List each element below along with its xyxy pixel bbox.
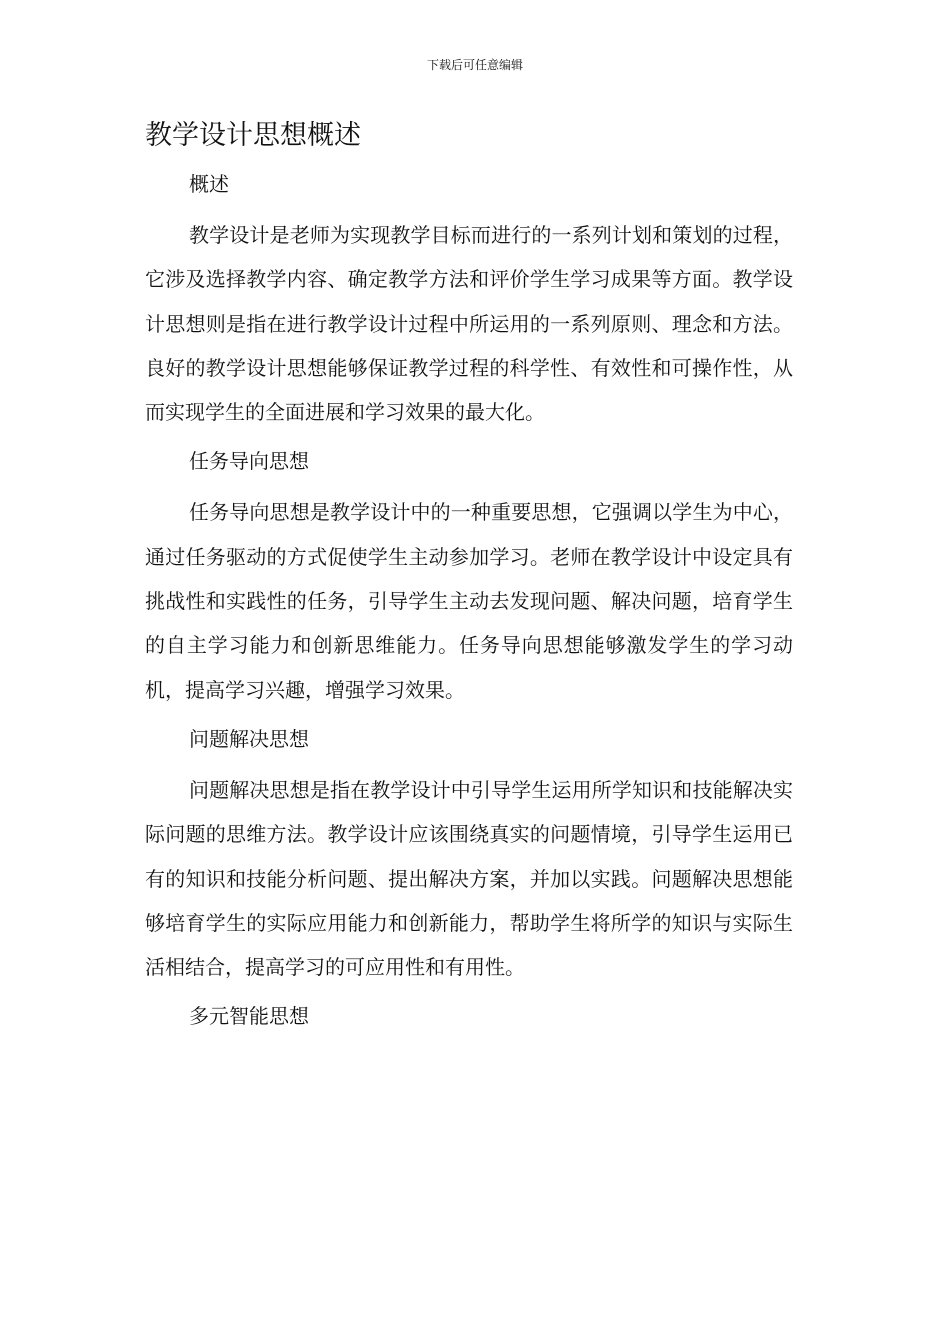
section-paragraph-task-oriented: 任务导向思想是教学设计中的一种重要思想，它强调以学生为中心，通过任务驱动的方式促使学生主动参加学习。老师在教学设计中设定具有挑战性和实践性的任务，引导学生主动去发现问题、解决问题，培育学生的自主学习能力和创新思维能力。任务导向思想能够激发学生的学习动机，提高学习兴趣，增强学习效果。 <box>145 500 793 702</box>
section-heading-task-oriented: 任务导向思想 <box>189 449 309 474</box>
document-body <box>145 168 793 1045</box>
section-heading-problem-solving: 问题解决思想 <box>189 726 309 751</box>
section-paragraph-overview: 教学设计是老师为实现教学目标而进行的一系列计划和策划的过程，它涉及选择教学内容、确定教学方法和评价学生学习成果等方面。教学设计思想则是指在进行教学设计过程中所运用的一系列原则、理念和方法。良好的教学设计思想能够保证教学过程的科学性、有效性和可操作性，从而实现学生的全面进展和学习效果的最大化。 <box>145 223 793 425</box>
page-header: 下载后可任意编辑 <box>426 58 523 72</box>
section-heading-multiple-intelligences: 多元智能思想 <box>189 1004 309 1029</box>
section-heading-overview: 概述 <box>189 172 229 196</box>
document-title: 教学设计思想概述 <box>145 120 361 151</box>
section-paragraph-problem-solving: 问题解决思想是指在教学设计中引导学生运用所学知识和技能解决实际问题的思维方法。教学设计应该围绕真实的问题情境，引导学生运用已有的知识和技能分析问题、提出解决方案，并加以实践。问题解决思想能够培育学生的实际应用能力和创新能力，帮助学生将所学的知识与实际生活相结合，提高学习的可应用性和有用性。 <box>145 777 793 980</box>
